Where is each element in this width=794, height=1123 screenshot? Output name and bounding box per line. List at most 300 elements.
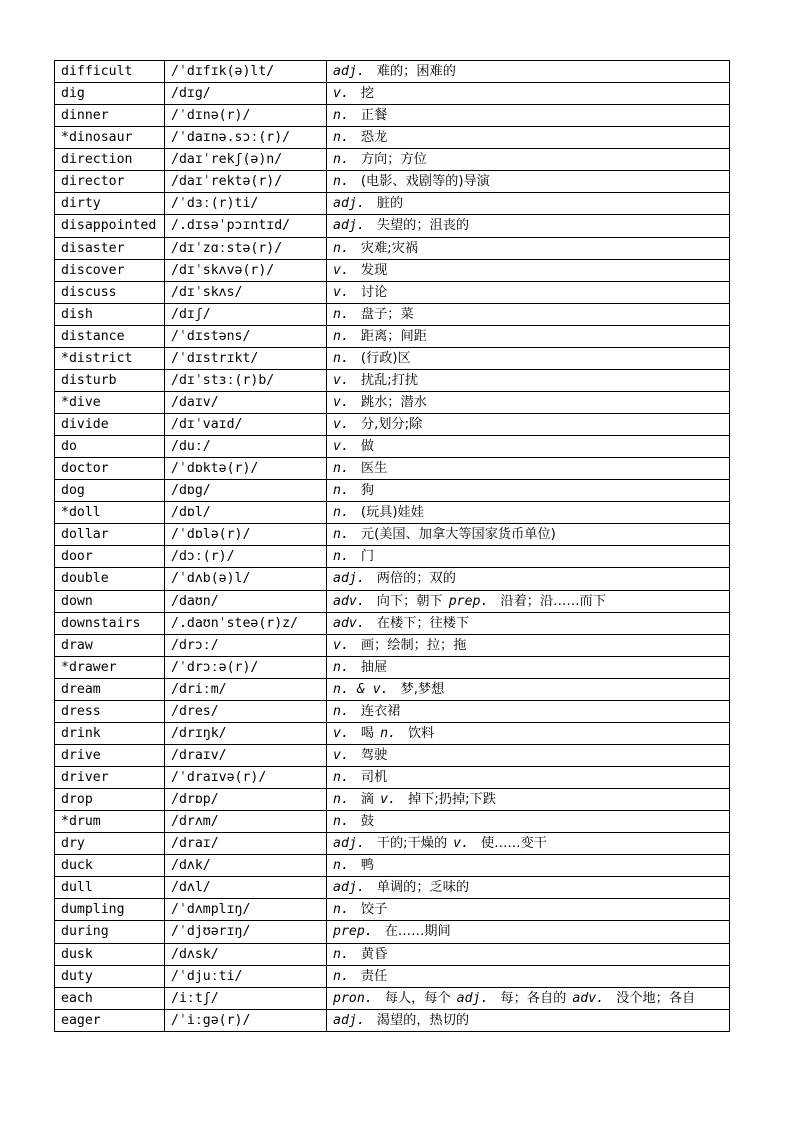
definition-segment [572,991,695,1006]
definition-segment [333,218,469,233]
chinese-meaning: 狗 [360,483,375,499]
definition-cell [327,656,730,678]
chinese-meaning: 没个地；各自 [616,990,696,1006]
word-cell: dollar [55,524,165,546]
phonetic-cell: /ˈdʌmplɪŋ/ [165,899,327,921]
chinese-meaning: 梦,梦想 [400,681,445,697]
word-cell: duck [55,855,165,877]
definition-cell [327,281,730,303]
table-row [55,789,730,811]
word-cell: dusk [55,943,165,965]
definition-cell [327,590,730,612]
table-row [55,524,730,546]
part-of-speech: n. [333,174,349,190]
word-cell: eager [55,1009,165,1031]
word-cell: *drum [55,811,165,833]
definition-cell [327,458,730,480]
chinese-meaning: 驾驶 [360,747,388,763]
phonetic-cell: /ˈdɪstrɪkt/ [165,347,327,369]
definition-segment [333,660,387,675]
chinese-meaning: 医生 [360,461,388,477]
word-cell: driver [55,767,165,789]
definition-segment [333,726,374,741]
definition-segment [333,152,427,167]
word-cell: *dinosaur [55,127,165,149]
part-of-speech: adv. [333,615,365,631]
word-cell: dig [55,83,165,105]
definition-segment [457,991,567,1006]
table-row [55,1009,730,1031]
definition-cell [327,149,730,171]
part-of-speech: pron. [333,990,373,1006]
table-row [55,921,730,943]
part-of-speech: v. [333,394,349,410]
definition-segment [333,263,387,278]
part-of-speech: n. [333,814,349,830]
table-row [55,568,730,590]
chinese-meaning: 门 [360,549,375,565]
definition-cell [327,744,730,766]
part-of-speech: adj. [333,1012,365,1028]
phonetic-cell: /dʌsk/ [165,943,327,965]
table-row [55,347,730,369]
table-row [55,237,730,259]
part-of-speech: n. [333,770,349,785]
part-of-speech: n. [333,505,349,521]
part-of-speech: adj. [333,218,365,234]
part-of-speech: n. [333,152,349,168]
word-cell: difficult [55,61,165,83]
word-cell: *dive [55,391,165,413]
definition-segment [333,880,469,895]
word-cell: drop [55,789,165,811]
chinese-meaning: 在……期间 [384,924,451,940]
part-of-speech: adj. [333,571,365,587]
table-row [55,458,730,480]
definition-cell [327,789,730,811]
table-row [55,215,730,237]
definition-cell [327,612,730,634]
chinese-meaning: 讨论 [360,284,388,300]
phonetic-cell: /draɪ/ [165,833,327,855]
table-row [55,502,730,524]
phonetic-cell: /ˈdaɪnə.sɔː(r)/ [165,127,327,149]
chinese-meaning: 饮料 [407,725,435,741]
table-row [55,281,730,303]
definition-segment [333,638,466,653]
word-cell: drive [55,744,165,766]
part-of-speech: v. [333,262,349,278]
definition-segment [333,969,387,984]
phonetic-cell: /ˈdʌb(ə)l/ [165,568,327,590]
part-of-speech: adj. [333,64,365,79]
word-cell: disturb [55,369,165,391]
table-row [55,105,730,127]
chinese-meaning: 掉下;扔掉;下跌 [407,792,496,808]
part-of-speech: n. [333,968,349,984]
table-row [55,833,730,855]
definition-cell [327,237,730,259]
definition-segment [333,439,374,454]
table-row [55,590,730,612]
word-cell: double [55,568,165,590]
definition-cell [327,546,730,568]
part-of-speech: v. [453,836,470,852]
part-of-speech: n. [333,483,349,499]
word-cell: dumpling [55,899,165,921]
chinese-meaning: (玩具)娃娃 [360,505,424,521]
chinese-meaning: 失望的；沮丧的 [376,218,470,234]
definition-cell [327,83,730,105]
definition-cell [327,127,730,149]
definition-segment [333,108,387,123]
part-of-speech: adj. [456,990,489,1006]
table-row [55,83,730,105]
word-cell: downstairs [55,612,165,634]
table-row [55,634,730,656]
word-cell: dress [55,700,165,722]
table-row [55,127,730,149]
definition-cell [327,502,730,524]
phonetic-cell: /ˈdɜː(r)ti/ [165,193,327,215]
part-of-speech: adv. [572,990,605,1006]
definition-cell [327,369,730,391]
word-cell: *drawer [55,656,165,678]
definition-cell [327,61,730,83]
part-of-speech: v. [333,284,349,300]
part-of-speech: n. [333,527,349,543]
definition-segment [333,704,400,719]
definition-segment [333,64,456,79]
definition-segment [333,571,456,586]
phonetic-cell: /dɪʃ/ [165,303,327,325]
part-of-speech: n. [333,902,349,918]
word-cell: during [55,921,165,943]
chinese-meaning: 渴望的，热切的 [376,1012,470,1028]
word-cell: *district [55,347,165,369]
definition-segment [333,461,387,476]
phonetic-cell: /dres/ [165,700,327,722]
definition-segment [333,792,374,807]
chinese-meaning: 饺子 [360,902,388,918]
word-cell: down [55,590,165,612]
chinese-meaning: 单调的；乏味的 [376,880,470,896]
word-cell: disappointed [55,215,165,237]
phonetic-cell: /ˈdjʊərɪŋ/ [165,921,327,943]
phonetic-cell: /ˈiːgə(r)/ [165,1009,327,1031]
table-row [55,259,730,281]
table-row [55,899,730,921]
phonetic-cell: /dɒl/ [165,502,327,524]
word-cell: direction [55,149,165,171]
definition-segment [333,549,374,564]
phonetic-cell: /drʌm/ [165,811,327,833]
part-of-speech: n. [380,725,396,741]
phonetic-cell: /dʌk/ [165,855,327,877]
chinese-meaning: 沿着；沿……而下 [500,593,606,609]
part-of-speech: n. [333,549,349,565]
table-row [55,171,730,193]
chinese-meaning: 黄昏 [360,946,388,962]
chinese-meaning: 灾难;灾祸 [360,240,419,256]
definition-cell [327,811,730,833]
definition-segment [333,417,422,432]
definition-segment [333,1013,469,1028]
definition-cell [327,171,730,193]
definition-segment [333,307,414,322]
definition-segment [333,814,374,829]
part-of-speech: n. [333,703,349,719]
word-cell: dog [55,480,165,502]
chinese-meaning: 距离；间距 [360,328,427,344]
phonetic-cell: /ˈdrɔːə(r)/ [165,656,327,678]
word-cell: *doll [55,502,165,524]
definition-segment [333,594,443,609]
chinese-meaning: 元(美国、加拿大等国家货币单位) [360,527,556,543]
table-row [55,722,730,744]
chinese-meaning: 责任 [360,968,388,984]
phonetic-cell: /ˈdɒlə(r)/ [165,524,327,546]
chinese-meaning: 滴 [360,792,375,808]
table-row [55,391,730,413]
definition-segment [333,902,387,917]
definition-cell [327,391,730,413]
phonetic-cell: /drɒp/ [165,789,327,811]
definition-cell [327,943,730,965]
chinese-meaning: 挖 [360,86,375,102]
word-cell: disaster [55,237,165,259]
phonetic-cell: /ˈdɪfɪk(ə)lt/ [165,61,327,83]
definition-cell [327,524,730,546]
chinese-meaning: (行政)区 [360,350,411,366]
part-of-speech: adj. [333,836,365,852]
part-of-speech: n. [333,328,349,344]
definition-segment [453,836,547,851]
phonetic-cell: /daɪˈrekʃ(ə)n/ [165,149,327,171]
word-cell: dirty [55,193,165,215]
definition-segment [333,748,387,763]
phonetic-cell: /dɪg/ [165,83,327,105]
definition-segment [380,792,496,807]
word-cell: door [55,546,165,568]
table-row [55,965,730,987]
phonetic-cell: /duː/ [165,436,327,458]
word-cell: dish [55,303,165,325]
phonetic-cell: /dɪˈzɑːstə(r)/ [165,237,327,259]
part-of-speech: n. [333,858,349,874]
phonetic-cell: /daɪˈrektə(r)/ [165,171,327,193]
table-row [55,61,730,83]
definition-segment [333,682,444,697]
definition-cell [327,1009,730,1031]
definition-cell [327,325,730,347]
phonetic-cell: /ˈdraɪvə(r)/ [165,767,327,789]
definition-segment [333,991,451,1006]
part-of-speech: v. [380,792,396,808]
chinese-meaning: 向下；朝下 [376,593,443,609]
word-cell: doctor [55,458,165,480]
chinese-meaning: 司机 [360,770,388,785]
table-row [55,325,730,347]
definition-segment [333,483,374,498]
definition-cell [327,105,730,127]
part-of-speech: v. [333,747,349,763]
definition-cell [327,259,730,281]
phonetic-cell: /driːm/ [165,678,327,700]
definition-cell [327,480,730,502]
table-row [55,656,730,678]
part-of-speech: n. [333,108,349,124]
definition-cell [327,833,730,855]
part-of-speech: n. [333,130,349,146]
word-cell: duty [55,965,165,987]
definition-cell [327,987,730,1009]
definition-segment [333,285,387,300]
phonetic-cell: /daʊn/ [165,590,327,612]
definition-segment [333,86,374,101]
definition-segment [333,395,427,410]
phonetic-cell: /drɪŋk/ [165,722,327,744]
word-cell: divide [55,414,165,436]
phonetic-cell: /dɪˈvaɪd/ [165,414,327,436]
phonetic-cell: /iːtʃ/ [165,987,327,1009]
phonetic-cell: /ˈdɒktə(r)/ [165,458,327,480]
definition-cell [327,414,730,436]
chinese-meaning: 两倍的；双的 [376,571,456,587]
phonetic-cell: /daɪv/ [165,391,327,413]
part-of-speech: n. [333,240,349,256]
phonetic-cell: /ˈdɪnə(r)/ [165,105,327,127]
phonetic-cell: /drɔː/ [165,634,327,656]
definition-cell [327,722,730,744]
part-of-speech: prep. [448,593,489,609]
table-row [55,612,730,634]
definition-segment [333,196,403,211]
part-of-speech: n. [333,659,349,675]
word-cell: director [55,171,165,193]
chinese-meaning: 脏的 [376,196,404,212]
definition-cell [327,921,730,943]
table-row [55,811,730,833]
chinese-meaning: 在楼下；往楼下 [376,615,470,631]
definition-cell [327,767,730,789]
part-of-speech: n. & v. [333,681,389,697]
definition-cell [327,568,730,590]
phonetic-cell: /ˈdjuːti/ [165,965,327,987]
word-cell: draw [55,634,165,656]
definition-segment [333,836,447,851]
definition-cell [327,303,730,325]
table-row [55,436,730,458]
part-of-speech: n. [333,792,349,808]
chinese-meaning: 每人，每个 [384,990,451,1006]
table-row [55,700,730,722]
word-cell: each [55,987,165,1009]
definition-segment [333,130,387,145]
definition-cell [327,855,730,877]
chinese-meaning: 画；绘制；拉；拖 [360,637,467,653]
table-row [55,193,730,215]
definition-segment [333,924,451,939]
definition-segment [380,726,434,741]
phonetic-cell: /dɪˈstɜː(r)b/ [165,369,327,391]
chinese-meaning: (电影、戏剧等的)导演 [360,174,490,190]
phonetic-cell: /dɪˈskʌs/ [165,281,327,303]
definition-cell [327,700,730,722]
definition-cell [327,678,730,700]
word-cell: distance [55,325,165,347]
word-cell: drink [55,722,165,744]
vocabulary-table-body [55,61,730,1032]
part-of-speech: v. [333,637,349,653]
chinese-meaning: 发现 [360,262,388,278]
definition-segment [333,616,469,631]
definition-cell [327,899,730,921]
word-cell: discover [55,259,165,281]
table-row [55,943,730,965]
part-of-speech: n. [333,350,349,366]
chinese-meaning: 盘子；菜 [360,306,414,322]
word-cell: dry [55,833,165,855]
phonetic-cell: /dɪˈskʌvə(r)/ [165,259,327,281]
definition-cell [327,215,730,237]
chinese-meaning: 鼓 [360,814,375,830]
part-of-speech: n. [333,306,349,322]
table-row [55,369,730,391]
definition-cell [327,965,730,987]
table-row [55,678,730,700]
word-cell: discuss [55,281,165,303]
definition-cell [327,347,730,369]
phonetic-cell: /.daʊnˈsteə(r)z/ [165,612,327,634]
chinese-meaning: 喝 [360,725,375,741]
definition-segment [333,329,427,344]
table-row [55,546,730,568]
chinese-meaning: 连衣裙 [360,703,401,719]
part-of-speech: prep. [333,924,373,940]
table-row [55,149,730,171]
part-of-speech: v. [333,372,349,388]
chinese-meaning: 鸭 [360,858,375,874]
chinese-meaning: 难的；困难的 [376,64,456,79]
phonetic-cell: /dʌl/ [165,877,327,899]
table-row [55,480,730,502]
definition-segment [333,770,387,785]
table-row [55,877,730,899]
part-of-speech: v. [333,417,349,432]
definition-segment [333,527,556,542]
phonetic-cell: /dɔː(r)/ [165,546,327,568]
chinese-meaning: 跳水；潜水 [360,394,427,410]
definition-segment [333,505,424,520]
part-of-speech: n. [333,946,349,962]
chinese-meaning: 扰乱;打扰 [360,372,419,388]
chinese-meaning: 方向；方位 [360,152,427,168]
chinese-meaning: 使……变干 [481,836,547,852]
chinese-meaning: 正餐 [360,108,388,124]
word-cell: dull [55,877,165,899]
definition-segment [333,947,387,962]
word-cell: do [55,436,165,458]
part-of-speech: v. [333,86,349,102]
definition-cell [327,436,730,458]
part-of-speech: adj. [333,880,365,896]
part-of-speech: n. [333,461,349,477]
definition-segment [333,174,490,189]
definition-segment [333,858,374,873]
phonetic-cell: /draɪv/ [165,744,327,766]
part-of-speech: adj. [333,196,365,212]
